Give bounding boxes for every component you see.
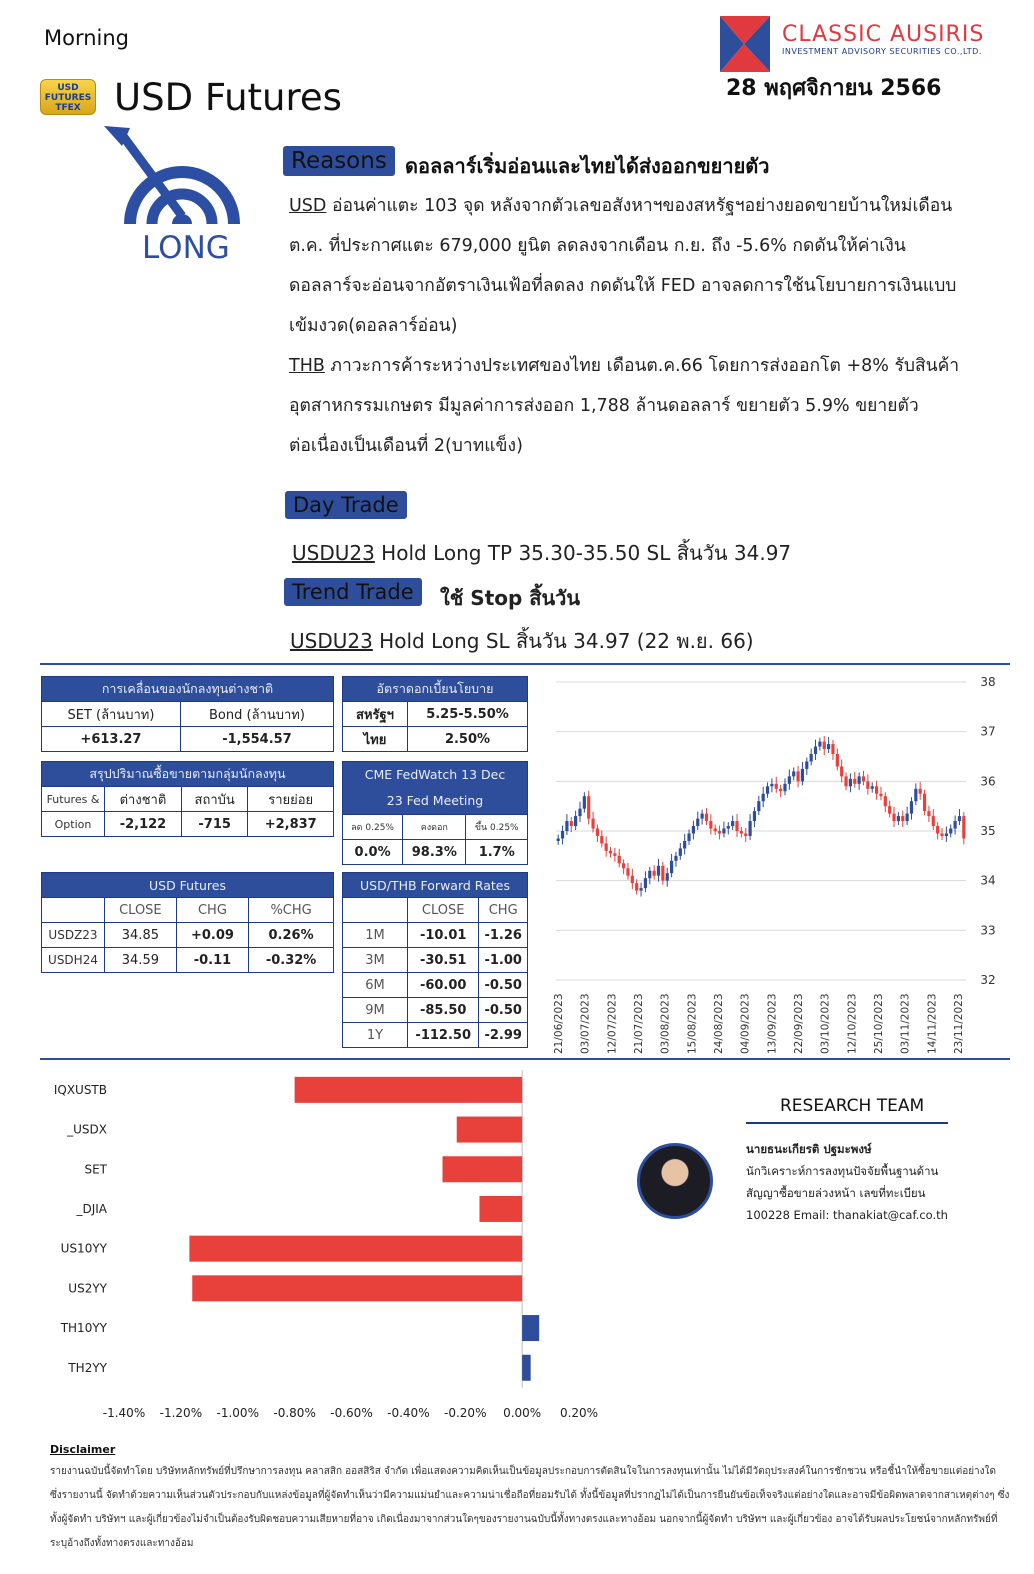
candle	[613, 853, 616, 855]
candle	[831, 744, 834, 754]
x-tick-label: -0.20%	[444, 1406, 487, 1420]
x-tick-label: 15/08/2023	[686, 993, 699, 1054]
candle	[722, 829, 725, 834]
bar	[189, 1236, 522, 1262]
candle	[609, 851, 612, 853]
x-tick-label: 03/10/2023	[819, 993, 832, 1054]
x-tick-label: 13/09/2023	[766, 993, 779, 1054]
candle	[884, 796, 887, 806]
candle	[622, 863, 625, 868]
x-tick-label: 23/11/2023	[953, 993, 965, 1054]
bar	[522, 1315, 539, 1341]
candle	[766, 786, 769, 793]
bar	[295, 1077, 523, 1103]
section-divider	[40, 1058, 1010, 1060]
candle	[906, 814, 909, 821]
candle	[635, 883, 638, 890]
section-divider	[40, 663, 1010, 665]
candle	[962, 816, 965, 838]
x-tick-label: 21/07/2023	[633, 993, 645, 1054]
candle	[570, 821, 573, 826]
candle	[801, 769, 804, 781]
candle	[945, 833, 948, 835]
candle	[827, 744, 830, 749]
x-tick-label: 03/11/2023	[899, 993, 912, 1054]
policy-rate-table: อัตราดอกเบี้ยนโยบาย สหรัฐฯ 5.25-5.50% ไทย 2.50%	[342, 676, 528, 752]
candle	[810, 754, 813, 761]
y-tick-label: 35	[980, 824, 996, 838]
candle	[631, 876, 634, 883]
candle	[744, 833, 747, 835]
category-label: US2YY	[68, 1281, 107, 1296]
x-tick-label: 22/09/2023	[793, 993, 805, 1054]
candle	[840, 766, 843, 776]
bar	[192, 1275, 522, 1301]
x-tick-label: 12/10/2023	[846, 993, 859, 1054]
candle	[714, 829, 717, 831]
category-label: SET	[84, 1162, 107, 1177]
candle	[757, 801, 760, 811]
x-tick-label: 24/08/2023	[713, 993, 725, 1054]
research-title-underline	[746, 1122, 948, 1124]
candle	[727, 826, 730, 828]
x-tick-label: 12/07/2023	[606, 993, 619, 1054]
x-tick-label: 03/07/2023	[579, 993, 592, 1054]
candle	[779, 789, 782, 791]
candle	[735, 821, 738, 831]
bar	[457, 1117, 522, 1143]
candle	[670, 861, 673, 873]
candle	[862, 776, 865, 781]
candle	[818, 742, 821, 747]
usd-futures-candlestick-chart	[548, 672, 1010, 1058]
x-tick-label: 03/08/2023	[659, 993, 672, 1054]
candle	[705, 814, 708, 821]
trend-trade-heading: Trend Trade	[284, 580, 422, 604]
trend-trade-note: ใช้ Stop สิ้นวัน	[440, 586, 581, 610]
candle	[849, 779, 852, 786]
disclaimer-title: Disclaimer	[50, 1443, 116, 1456]
report-date: 28 พฤศจิกายน 2566	[726, 76, 942, 101]
candle	[927, 811, 930, 816]
candle	[692, 826, 695, 833]
candle	[770, 784, 773, 786]
candle	[679, 848, 682, 855]
candle	[578, 809, 581, 816]
y-tick-label: 32	[980, 973, 996, 987]
candle	[919, 789, 922, 794]
candle	[748, 821, 751, 836]
y-tick-label: 36	[980, 774, 996, 789]
page-title: USD Futures	[114, 76, 342, 119]
foreign-flow-table: การเคลื่อนของนักลงทุนต่างชาติ SET (ล้านบาท) Bond (ล้านบาท) +613.27 -1,554.57	[41, 676, 334, 752]
x-tick-label: -0.80%	[273, 1406, 316, 1420]
research-team-title: RESEARCH TEAM	[780, 1096, 925, 1116]
candle	[701, 814, 704, 819]
x-tick-label: 14/11/2023	[926, 993, 939, 1054]
candle	[871, 786, 874, 788]
candle	[626, 868, 629, 875]
category-label: US10YY	[60, 1241, 107, 1256]
candle	[814, 747, 817, 754]
candle	[574, 816, 577, 826]
x-tick-label: 04/09/2023	[739, 993, 752, 1054]
bar	[443, 1156, 523, 1182]
candle	[858, 776, 861, 783]
fedwatch-table: CME FedWatch 13 Dec 23 Fed Meeting ลด 0.25% คงดอก ขึ้น 0.25% 0.0% 98.3% 1.7%	[342, 761, 528, 865]
candle	[888, 806, 891, 813]
candle	[762, 794, 765, 801]
candle	[897, 816, 900, 821]
candle	[940, 833, 943, 835]
x-tick-label: -0.40%	[387, 1406, 430, 1420]
trend-trade-instruction: USDU23 Hold Long SL สิ้นวัน 34.97 (22 พ.ย. 66)	[290, 629, 754, 653]
signal-label: LONG	[142, 230, 230, 266]
x-tick-label: 0.20%	[559, 1406, 599, 1420]
x-tick-label: -1.40%	[102, 1406, 146, 1420]
x-tick-label: 0.00%	[503, 1406, 542, 1420]
candle	[561, 831, 564, 838]
y-tick-label: 34	[980, 873, 996, 888]
y-tick-label: 38	[980, 675, 996, 689]
candle	[958, 816, 961, 821]
usd-tag: USD	[289, 196, 327, 216]
analyst-info: นายธนะเกียรติ ปฐมะพงษ์ นักวิเคราะห์การลงทุนปัจจัยพื้นฐานด้าน สัญญาซื้อขายล่วงหน้า เลขที่ทะเบียน 100228 Email: thanakiat@caf.co.th	[746, 1138, 948, 1226]
candle	[866, 781, 869, 788]
category-label: TH2YY	[68, 1360, 107, 1375]
candle	[605, 843, 608, 850]
category-label: IQXUSTB	[53, 1082, 107, 1097]
candle	[910, 801, 913, 813]
x-tick-label: -1.00%	[216, 1406, 259, 1420]
candle	[709, 821, 712, 828]
day-trade-instruction: USDU23 Hold Long TP 35.30-35.50 SL สิ้นวัน 34.97	[292, 541, 792, 565]
market-change-bar-chart	[40, 1068, 620, 1428]
day-trade-heading: Day Trade	[285, 493, 407, 517]
x-tick-label: -1.20%	[159, 1406, 203, 1420]
candle	[936, 826, 939, 833]
candle	[696, 819, 699, 826]
x-tick-label: -0.60%	[330, 1406, 373, 1420]
candle	[731, 821, 734, 826]
candle	[932, 816, 935, 826]
forward-rates-table: USD/THB Forward Rates CLOSE CHG 1M -10.01 -1.26 3M -30.51 -1.00 6M -60.00 -0.50 9M -85.50 -0.50 1Y -112.50 -2.99	[342, 872, 528, 1048]
x-tick-label: 25/10/2023	[873, 993, 885, 1054]
candle	[666, 873, 669, 880]
candle	[718, 831, 721, 833]
analyst-name: นายธนะเกียรติ ปฐมะพงษ์	[746, 1142, 872, 1156]
category-label: TH10YY	[60, 1321, 107, 1336]
edition-label: Morning	[44, 26, 130, 50]
candle	[796, 771, 799, 781]
candle	[583, 796, 586, 808]
candle	[953, 821, 956, 828]
analyst-avatar	[637, 1143, 713, 1219]
candle	[653, 871, 656, 876]
candle	[600, 836, 603, 843]
bar	[479, 1196, 522, 1222]
usd-futures-badge-icon: USD FUTURES TFEX	[40, 79, 96, 115]
candle	[875, 786, 878, 793]
candle	[674, 856, 677, 861]
candle	[753, 811, 756, 821]
candle	[687, 833, 690, 840]
candle	[596, 829, 599, 836]
candle	[879, 794, 882, 796]
candle	[844, 776, 847, 786]
y-tick-label: 33	[980, 923, 996, 938]
brand-name: CLASSIC AUSIRIS	[782, 22, 985, 47]
candle	[565, 821, 568, 831]
candle	[892, 814, 895, 821]
candle	[836, 754, 839, 766]
disclaimer-text: รายงานฉบับนี้จัดทำโดย บริษัทหลักทรัพย์ที่ปรึกษาการลงทุน คลาสสิก ออสสิริส จำกัด เพื่อแสดงความคิดเห็นเป็นข้อมูลประกอบการตัดสินใจในการลงทุนเท่านั้น ไม่ได้มีวัตถุประสงค์ในการชักชวน หรือชี้นำให้ซื้อขายแต่อย่างใด ซึ่งรายงานนี้ จัดทำด้วยความเห็นส่วนตัวประกอบกับแหล่งข้อมูลที่ผู้จัดทำเห็นว่ามีความแม่นยำและความน่าเชื่อถือที่ยอมรับได้ ทั้งนี้ข้อมูลที่ปรากฏไม่ได้เป็นการยืนยันข้อเท็จจริงแต่อย่างใดและอาจมีข้อผิดพลาดจากสาเหตุต่างๆ ซึ่งทั้งผู้จัดทำ บริษัทฯ และผู้เกี่ยวข้องไม่จำเป็นต้องรับผิดชอบความเสียหายที่อาจ เกิดเนื่องมาจากส่วนใดๆของรายงานฉบับนี้ทั้งทางตรงและทางอ้อม นอกจากนี้ผู้จัดทำ บริษัทฯ และผู้เกี่ยวข้อง อาจได้รับผลประโยชน์จากหลักทรัพย์ที่ระบุอ้างถึงทั้งทางตรงและทางอ้อม	[50, 1466, 1010, 1549]
reasons-heading: Reasons	[283, 148, 395, 174]
reasons-headline: ดอลลาร์เริ่มอ่อนและไทยได้ส่งออกขยายตัว	[405, 154, 770, 178]
candle	[557, 838, 560, 840]
candle	[661, 866, 664, 881]
investor-summary-table: สรุปปริมาณซื้อขายตามกลุ่มนักลงทุน Futures & ต่างชาติ สถาบัน รายย่อย Option -2,122 -715 +2,837	[41, 761, 334, 837]
candle	[792, 771, 795, 776]
candle	[788, 776, 791, 783]
candle	[644, 878, 647, 888]
candle	[901, 816, 904, 821]
candle	[591, 819, 594, 829]
category-label: _DJIA	[76, 1201, 107, 1216]
candle	[775, 784, 778, 789]
bar	[522, 1355, 531, 1381]
candle	[657, 866, 660, 876]
candle	[914, 789, 917, 801]
thb-tag: THB	[289, 356, 325, 376]
candle	[853, 779, 856, 784]
brand-subtitle: INVESTMENT ADVISORY SECURITIES CO.,LTD.	[782, 47, 982, 56]
candle	[823, 742, 826, 749]
candle	[805, 761, 808, 768]
candle	[587, 796, 590, 818]
target-arrow-icon	[100, 124, 250, 234]
candle	[783, 784, 786, 791]
candle	[923, 794, 926, 811]
usd-reason: USD อ่อนค่าแตะ 103 จุด หลังจากตัวเลขอสังหาฯของสหรัฐฯอย่างยอดขายบ้านใหม่เดือน ต.ค. ที่ประกาศแตะ 679,000 ยูนิต ลดลงจากเดือน ก.ย. ถึง -5.6% กดดันให้ค่าเงิน ดอลลาร์จะอ่อนจากอัตราเงินเฟ้อที่ลดลง กดดันให้ FED อาจลดการใช้นโยบายการเงินแบบ เข้มงวด(ดอลลาร์อ่อน) THB ภาวะการค้าระหว่างประเทศของไทย เดือนต.ค.66 โดยการส่งออกโต +8% รับสินค้า อุตสาหกรรมเกษตร มีมูลค่าการส่งออก 1,788 ล้านดอลลาร์ ขยายตัว 5.9% ขยายตัว ต่อเนื่องเป็นเดือนที่ 2(บาทแข็ง)	[289, 196, 960, 456]
candle	[740, 831, 743, 833]
y-tick-label: 37	[980, 724, 996, 739]
usd-futures-table: USD Futures CLOSE CHG %CHG USDZ23 34.85 +0.09 0.26% USDH24 34.59 -0.11 -0.32%	[41, 872, 334, 973]
candle	[648, 871, 651, 878]
candle	[639, 888, 642, 890]
candle	[949, 829, 952, 834]
candle	[683, 841, 686, 848]
candle	[618, 856, 621, 863]
category-label: _USDX	[67, 1122, 107, 1137]
analyst-email: 100228 Email: thanakiat@caf.co.th	[746, 1208, 948, 1222]
x-tick-label: 21/06/2023	[553, 993, 565, 1054]
